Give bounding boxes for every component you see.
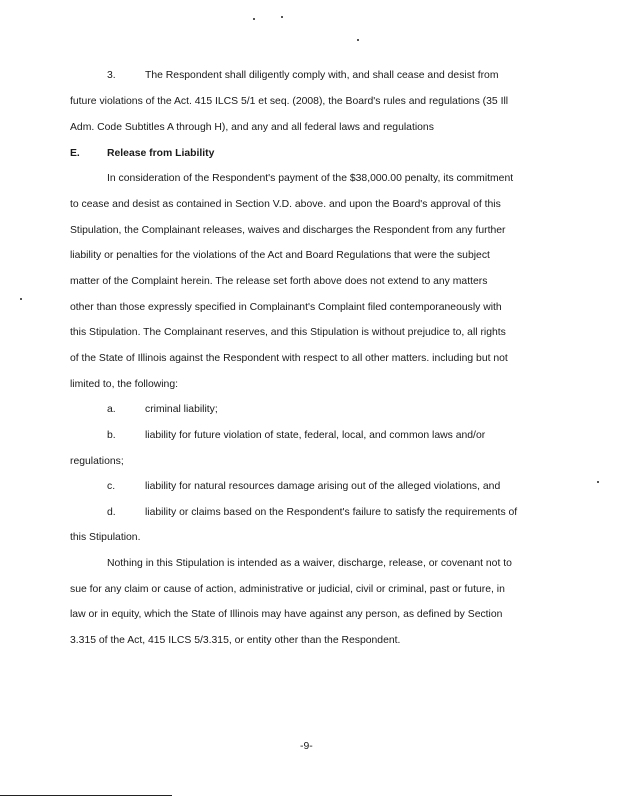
scan-speck — [253, 18, 255, 20]
list-item-continuation: regulations; — [70, 456, 124, 467]
list-item-letter: d. — [107, 507, 116, 518]
section-letter: E. — [70, 148, 80, 159]
list-item-text: criminal liability; — [145, 404, 218, 415]
release-line: liability or penalties for the violations of the Act and Board Regulations that were the subject — [70, 250, 490, 261]
release-line: In consideration of the Respondent's payment of the $38,000.00 penalty, its commitment — [107, 173, 514, 184]
release-line: other than those expressly specified in Complainant's Complaint filed contemporaneously with — [70, 302, 502, 313]
list-item-letter: a. — [107, 404, 116, 415]
release-line: limited to, the following: — [70, 379, 179, 390]
paragraph-3-line: Adm. Code Subtitles A through H), and any and all federal laws and regulations — [70, 122, 434, 133]
scan-speck — [20, 298, 22, 300]
section-title: Release from Liability — [107, 148, 215, 159]
list-item-text: liability or claims based on the Respondent's failure to satisfy the requirements of — [145, 507, 518, 518]
final-line: Nothing in this Stipulation is intended as a waiver, discharge, release, or covenant not to — [107, 558, 512, 569]
list-item-letter: c. — [107, 481, 116, 492]
release-line: to cease and desist as contained in Section V.D. above. and upon the Board's approval of this — [70, 199, 501, 210]
release-line: Stipulation, the Complainant releases, waives and discharges the Respondent from any further — [70, 225, 506, 236]
final-line: law or in equity, which the State of Illinois may have against any person, as defined by Section — [70, 609, 503, 620]
scan-speck — [357, 39, 359, 41]
list-item-text: liability for natural resources damage arising out of the alleged violations, and — [145, 481, 501, 492]
final-line: sue for any claim or cause of action, administrative or judicial, civil or criminal, past or future, in — [70, 584, 505, 595]
list-item-text: liability for future violation of state, federal, local, and common laws and/or — [145, 430, 486, 441]
list-item-continuation: this Stipulation. — [70, 532, 141, 543]
footnote-rule — [0, 795, 172, 796]
release-line: matter of the Complaint herein. The release set forth above does not extend to any matters — [70, 276, 488, 287]
final-line: 3.315 of the Act, 415 ILCS 5/3.315, or entity other than the Respondent. — [70, 635, 401, 646]
scan-speck — [597, 481, 599, 483]
page-number: -9- — [300, 741, 313, 752]
release-line: this Stipulation. The Complainant reserves, and this Stipulation is without prejudice to, all rights — [70, 327, 506, 338]
paragraph-3-line: The Respondent shall diligently comply with, and shall cease and desist from — [145, 70, 499, 81]
list-item-letter: b. — [107, 430, 116, 441]
release-line: of the State of Illinois against the Respondent with respect to all other matters. including but not — [70, 353, 508, 364]
paragraph-3-number: 3. — [107, 70, 116, 81]
paragraph-3-line: future violations of the Act. 415 ILCS 5/1 et seq. (2008), the Board's rules and regulations (35 Ill — [70, 96, 509, 107]
scan-speck — [281, 16, 283, 18]
